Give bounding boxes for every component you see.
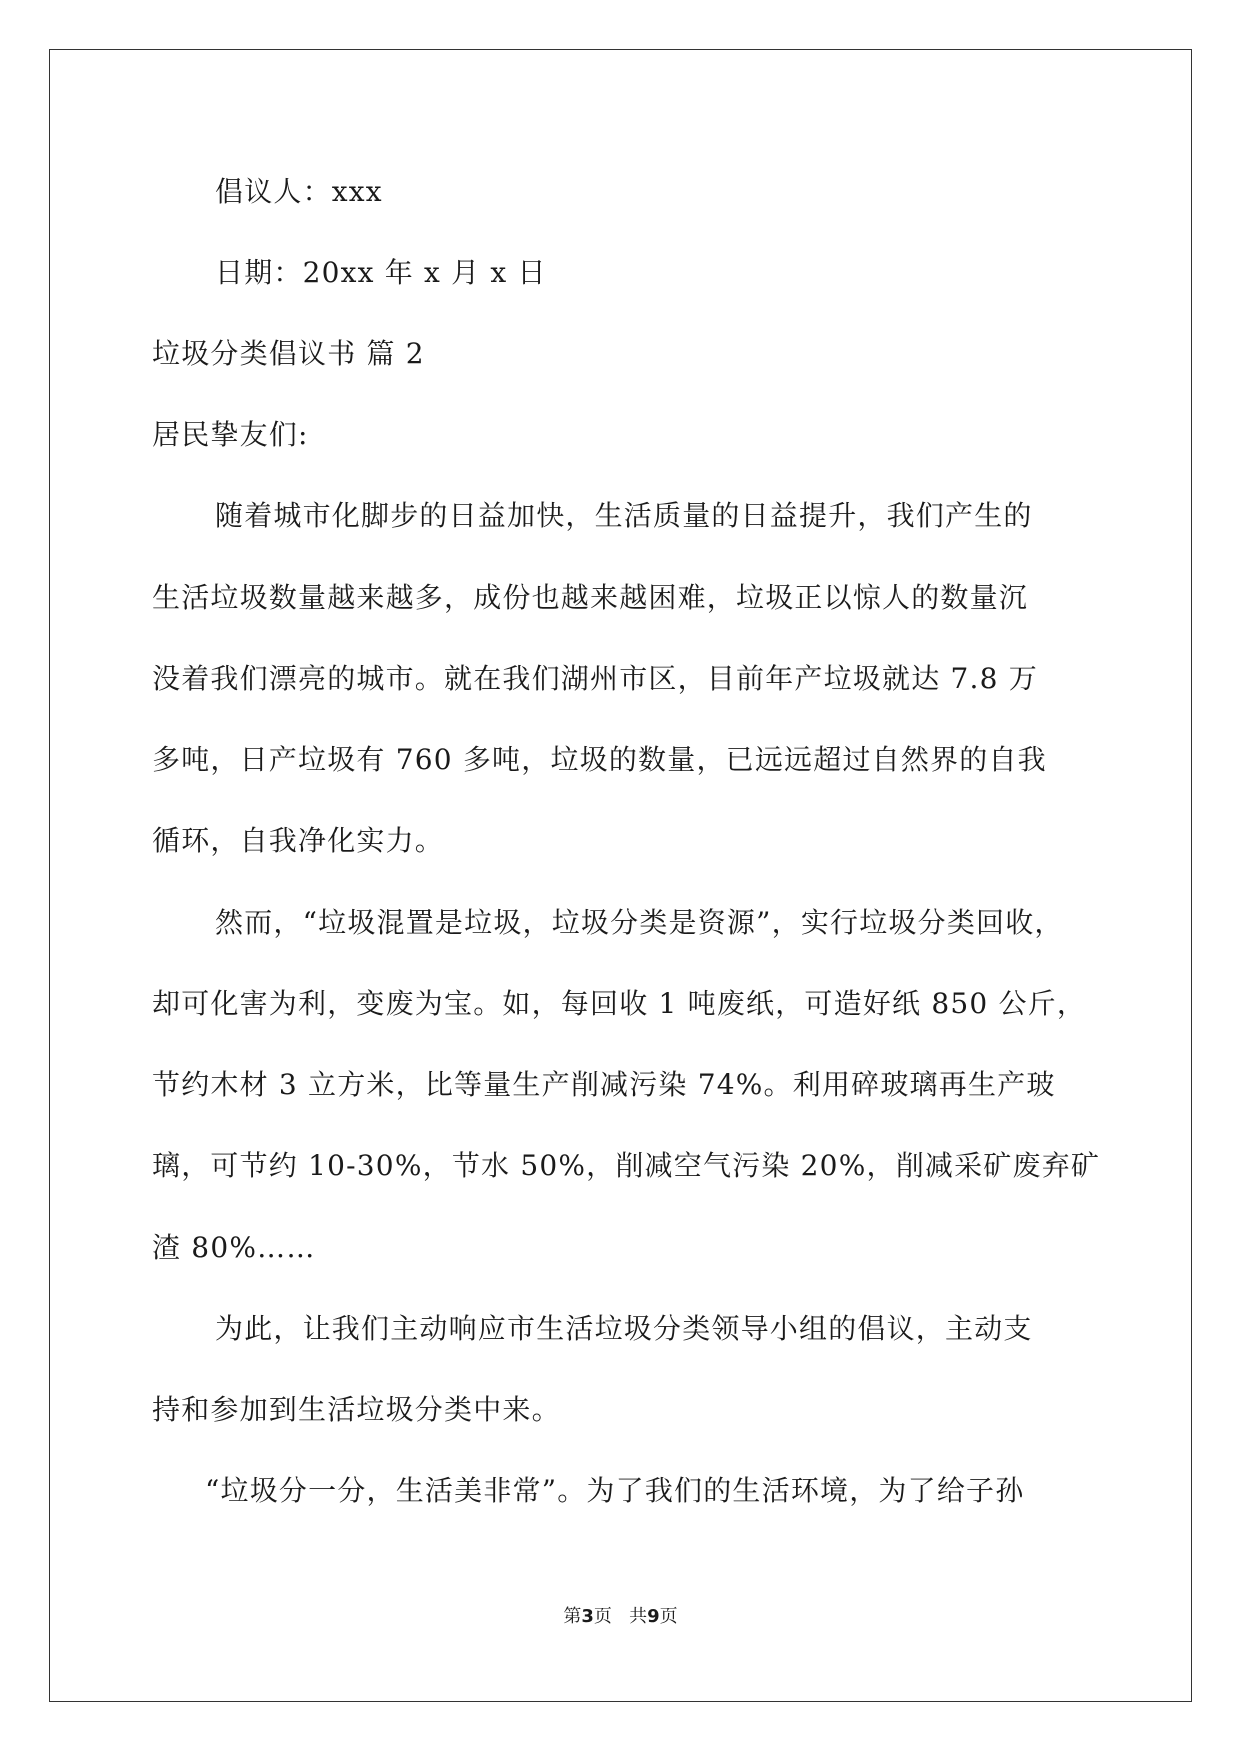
paragraph-line: 然而，“垃圾混置是垃圾，垃圾分类是资源”，实行垃圾分类回收， xyxy=(215,906,1064,939)
paragraph-line: 却可化害为利，变废为宝。如，每回收 1 吨废纸，可造好纸 850 公斤， xyxy=(152,987,1087,1020)
page-suffix: 页 xyxy=(659,1606,678,1627)
paragraph-line: “垃圾分一分，生活美非常”。为了我们的生活环境，为了给子孙 xyxy=(205,1474,1025,1507)
paragraph-line: 生活垃圾数量越来越多，成份也越来越困难，垃圾正以惊人的数量沉 xyxy=(152,581,1029,614)
paragraph-line: 没着我们漂亮的城市。就在我们湖州市区，目前年产垃圾就达 7.8 万 xyxy=(152,662,1038,695)
total-page-number: 9 xyxy=(647,1606,660,1627)
paragraph-line: 持和参加到生活垃圾分类中来。 xyxy=(152,1393,561,1426)
paragraph-line: 多吨，日产垃圾有 760 多吨，垃圾的数量，已远远超过自然界的自我 xyxy=(152,743,1047,776)
page-prefix: 第 xyxy=(563,1606,582,1627)
page-border xyxy=(49,49,1192,1702)
paragraph-line: 随着城市化脚步的日益加快，生活质量的日益提升，我们产生的 xyxy=(215,499,1033,532)
proposer-line: 倡议人：xxx xyxy=(215,175,383,208)
paragraph-line: 渣 80%…… xyxy=(152,1231,316,1264)
section-title: 垃圾分类倡议书 篇 2 xyxy=(152,337,425,370)
greeting: 居民挚友们: xyxy=(152,418,309,451)
paragraph-line: 节约木材 3 立方米，比等量生产削减污染 74%。利用碎玻璃再生产玻 xyxy=(152,1068,1056,1101)
paragraph-line: 为此，让我们主动响应市生活垃圾分类领导小组的倡议，主动支 xyxy=(215,1312,1033,1345)
date-line: 日期：20xx 年 x 月 x 日 xyxy=(215,256,547,289)
page-mid: 页 共 xyxy=(593,1606,648,1627)
paragraph-line: 璃，可节约 10-30%，节水 50%，削减空气污染 20%，削减采矿废弃矿 xyxy=(152,1149,1101,1182)
page-number-footer xyxy=(0,1605,1241,1629)
current-page-number: 3 xyxy=(581,1606,594,1627)
paragraph-line: 循环，自我净化实力。 xyxy=(152,824,445,857)
